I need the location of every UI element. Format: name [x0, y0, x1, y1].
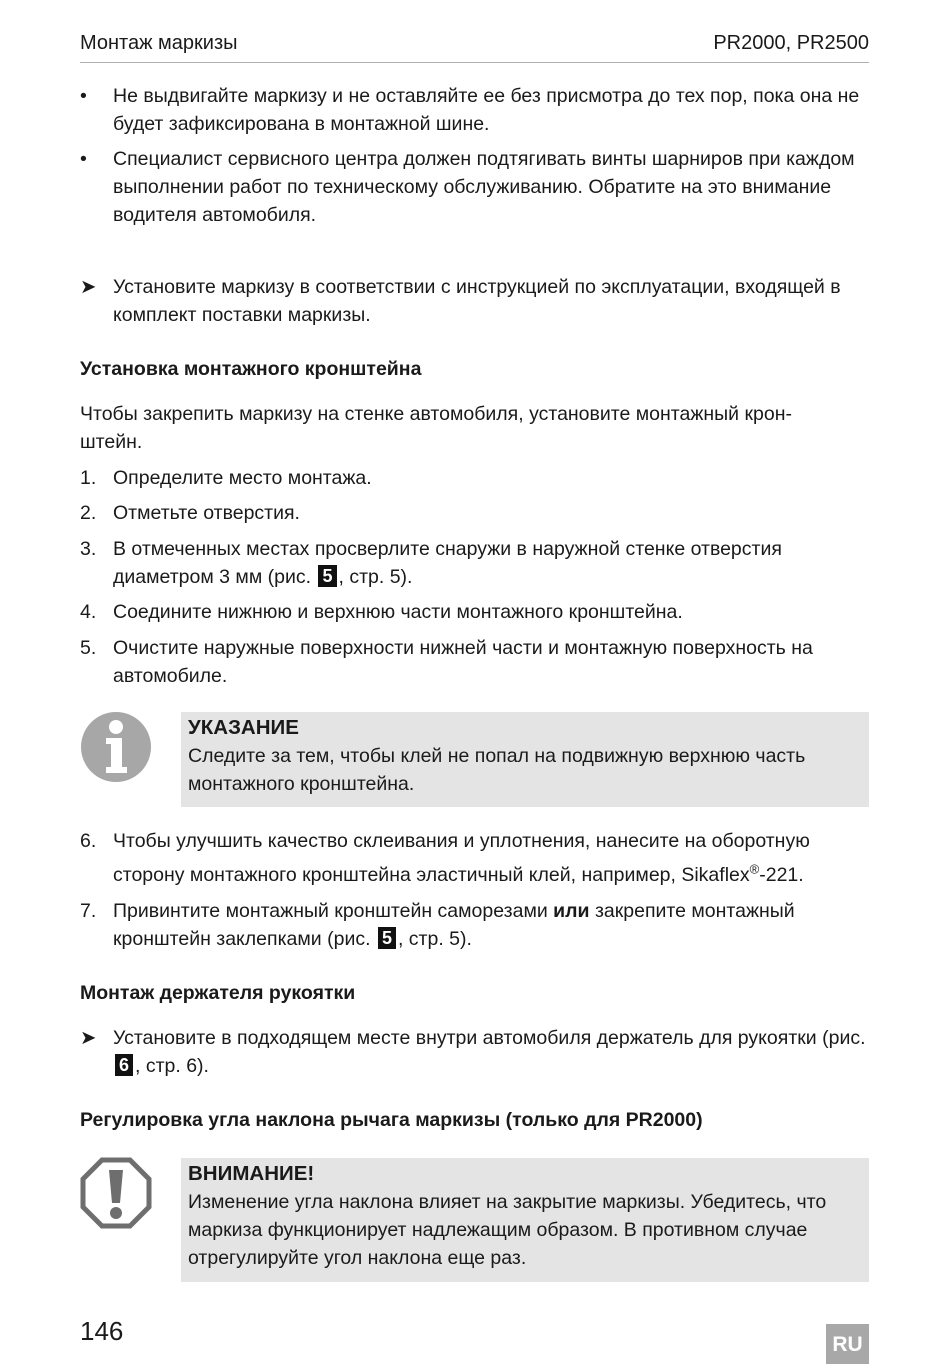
section-heading: Регулировка угла наклона рычага маркизы (только для PR2000): [80, 1109, 703, 1131]
intro-paragraph: [80, 400, 870, 456]
step-text: Определите место монтажа.: [113, 467, 372, 489]
registered-mark: ®: [749, 861, 760, 877]
step-number: 2.: [80, 502, 97, 524]
numbered-step: [80, 827, 870, 889]
action-step-text: Установите маркизу в соответствии с инструкцией по эксплуатации, входящей в комплект поставки маркизы.: [113, 276, 841, 326]
info-icon: [80, 711, 152, 783]
section-heading: Монтаж держателя рукоятки: [80, 982, 356, 1004]
arrow-icon: ➤: [80, 1027, 97, 1049]
action-step-text: Установите в подходящем месте внутри автомобиля держатель для рукоятки (рис.: [113, 1027, 866, 1049]
exclamation-octagon-icon: [80, 1157, 152, 1229]
action-step: [80, 273, 870, 329]
step-text: В отмеченных местах просверлите снаружи в наружной стенке отверстия диаметром 3 мм (рис.: [113, 538, 782, 588]
step-text: Соедините нижнюю и верхнюю части монтажного кронштейна.: [113, 601, 683, 623]
bullet-text: Специалист сервисного центра должен подтягивать винты шарниров при каждом выполнении работ по техническому обслуживанию. Обратите на это внимание водителя автомобиля.: [113, 148, 855, 226]
arrow-icon: ➤: [80, 276, 97, 298]
step-emphasis: или: [553, 900, 590, 922]
step-number: 3.: [80, 538, 97, 560]
bullet-marker: •: [80, 85, 87, 107]
step-text-tail: -221.: [759, 864, 804, 886]
numbered-step: [80, 598, 870, 626]
bullet-marker: •: [80, 148, 87, 170]
step-text: Привинтите монтажный кронштейн саморезами: [113, 900, 554, 922]
step-text: Отметьте отверстия.: [113, 502, 300, 524]
bullet-item: [80, 82, 870, 138]
step-text-tail: , стр. 5).: [338, 566, 413, 588]
step-number: 1.: [80, 467, 97, 489]
intro-line: Чтобы закрепить маркизу на стенке автомобиля, установите монтажный крон-: [80, 403, 792, 425]
numbered-step: [80, 634, 870, 690]
warning-box: [181, 1158, 869, 1282]
action-step: [80, 1024, 870, 1080]
warning-body: Изменение угла наклона влияет на закрытие маркизы. Убедитесь, что маркиза функционирует надлежащим образом. В противном случае отрегулируйте угол наклона еще раз.: [188, 1191, 827, 1269]
bullet-text: Не выдвигайте маркизу и не оставляйте ее без присмотра до тех пор, пока она не будет зафиксирована в монтажной шине.: [113, 85, 860, 135]
numbered-step: [80, 499, 870, 527]
header-section-title: Монтаж маркизы: [80, 32, 238, 54]
step-text: закрепите монтажный кронштейн заклепками (рис.: [113, 900, 795, 950]
step-text: Чтобы улучшить качество склеивания и уплотнения, нанесите на оборотную: [113, 830, 810, 852]
language-tab: RU: [826, 1324, 869, 1364]
page-number: 146: [80, 1316, 124, 1346]
step-number: 6.: [80, 830, 97, 852]
figure-reference: 5: [318, 565, 336, 587]
numbered-step: [80, 897, 870, 953]
numbered-step: [80, 464, 870, 492]
step-number: 7.: [80, 900, 97, 922]
warning-title: ВНИМАНИЕ!: [188, 1162, 315, 1185]
figure-reference: 6: [115, 1054, 133, 1076]
step-text-tail: , стр. 6).: [135, 1055, 209, 1077]
numbered-step: [80, 535, 870, 591]
figure-reference: 5: [378, 927, 396, 949]
note-box: [181, 712, 869, 807]
running-header: [80, 32, 869, 63]
header-model-names: PR2000, PR2500: [713, 32, 869, 54]
note-body: Следите за тем, чтобы клей не попал на подвижную верхнюю часть монтажного кронштейна.: [188, 745, 806, 795]
step-number: 4.: [80, 601, 97, 623]
section-heading: Установка монтажного кронштейна: [80, 358, 422, 380]
step-text: Очистите наружные поверхности нижней части и монтажную поверхность на автомобиле.: [113, 637, 813, 687]
step-text-tail: , стр. 5).: [397, 928, 472, 950]
note-title: УКАЗАНИЕ: [188, 716, 299, 739]
step-text: сторону монтажного кронштейна эластичный клей, например, Sikaflex: [113, 864, 750, 886]
bullet-item: [80, 145, 870, 229]
step-number: 5.: [80, 637, 97, 659]
intro-line: штейн.: [80, 431, 143, 453]
